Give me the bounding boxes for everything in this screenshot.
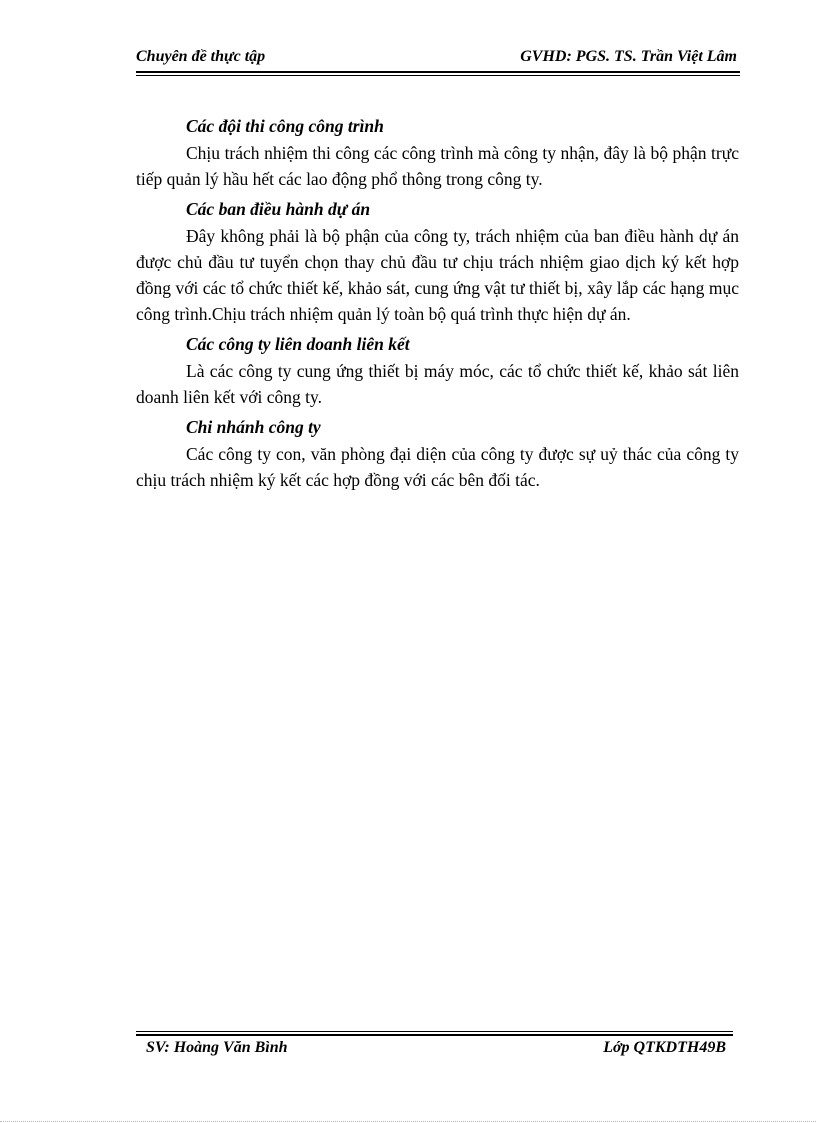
page-edge-divider	[0, 1121, 816, 1122]
header-document-type: Chuyên đề thực tập	[136, 48, 266, 65]
section-heading: Các công ty liên doanh liên kết	[186, 334, 410, 354]
header-supervisor: GVHD: PGS. TS. Trần Việt Lâm	[520, 48, 737, 65]
section-heading: Chi nhánh công ty	[186, 417, 321, 437]
footer-rule-thin	[136, 1031, 733, 1032]
section-paragraph: Các công ty con, văn phòng đại diện của công ty được sự uỷ thác của công ty chịu trách nhiệm ký kết các hợp đồng với các bên đối tác.	[136, 444, 739, 490]
footer-class-code: Lớp QTKDTH49B	[603, 1039, 726, 1056]
header-rule-thin	[136, 75, 740, 76]
header-rule	[136, 71, 740, 73]
page-header	[136, 46, 739, 68]
section-heading: Các đội thi công công trình	[186, 116, 384, 136]
section-joint-venture-companies	[136, 330, 739, 410]
section-paragraph: Là các công ty cung ứng thiết bị máy móc, các tổ chức thiết kế, khảo sát liên doanh liên kết với công ty.	[136, 361, 739, 407]
page-footer	[146, 1039, 726, 1061]
section-project-management-boards	[136, 195, 739, 327]
section-paragraph: Đây không phải là bộ phận của công ty, trách nhiệm của ban điều hành dự án được chủ đầu tư tuyển chọn thay chủ đầu tư chịu trách nhiệm giao dịch ký kết hợp đồng với các tổ chức thiết kế, khảo sát, cung ứng vật tư thiết bị, xây lắp các hạng mục công trình.Chịu trách nhiệm quản lý toàn bộ quá trình thực hiện dự án.	[136, 226, 739, 324]
section-heading: Các ban điều hành dự án	[186, 199, 371, 219]
section-company-branches	[136, 413, 739, 493]
footer-student-name: SV: Hoàng Văn Bình	[146, 1039, 288, 1056]
page-body	[136, 112, 739, 496]
section-construction-teams	[136, 112, 739, 192]
footer-rule	[136, 1034, 733, 1036]
section-paragraph: Chịu trách nhiệm thi công các công trình mà công ty nhận, đây là bộ phận trực tiếp quản lý hầu hết các lao động phổ thông trong công ty.	[136, 143, 739, 189]
